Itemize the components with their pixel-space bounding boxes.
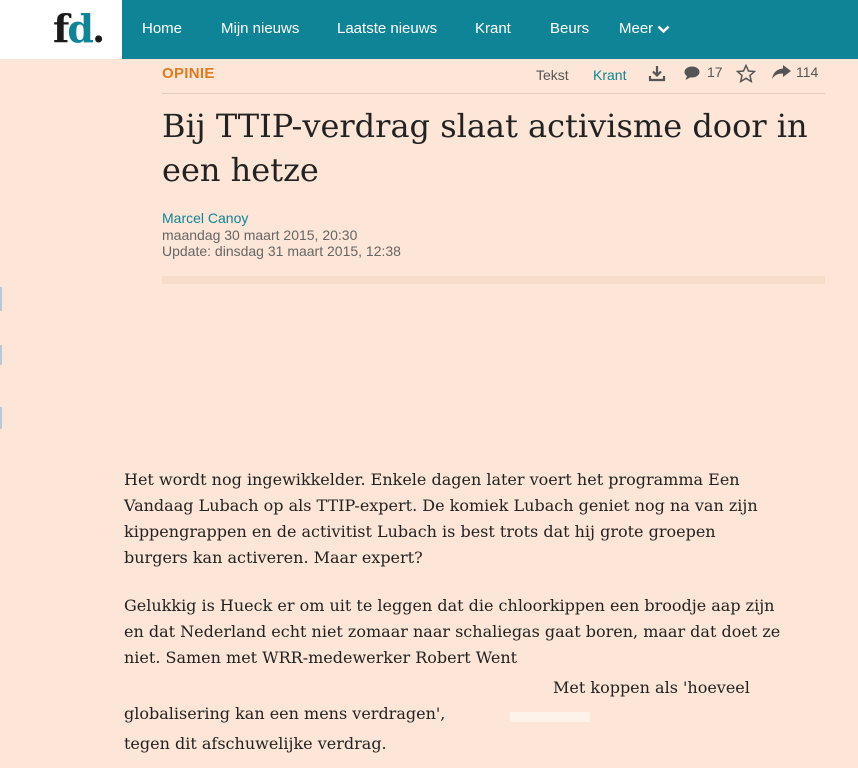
left-edge-marks xyxy=(0,287,2,437)
blank-area xyxy=(510,712,590,722)
toolbar-divider xyxy=(162,93,825,94)
update-date: Update: dinsdag 31 maart 2015, 12:38 xyxy=(162,243,401,259)
top-navigation-bar xyxy=(0,0,858,59)
logo-container[interactable] xyxy=(0,0,122,59)
nav-laatste-nieuws[interactable]: Laatste nieuws xyxy=(337,20,438,37)
nav-meer-label: Meer xyxy=(619,20,654,37)
article-text-fragment: Met koppen als 'hoeveel xyxy=(553,678,750,697)
nav-krant[interactable]: Krant xyxy=(475,20,511,37)
header-separator xyxy=(162,276,825,284)
article-paragraph: Het wordt nog ingewikkelder. Enkele dagen later voert het programma Een Vandaag Lubach op als TTIP-expert. De komiek Lubach geniet nog na van zijn kippengrappen en de activitist Lubach is best trots dat hij grote groepen burgers kan activeren. Maar expert? xyxy=(124,470,758,567)
article-title: Bij TTIP-verdrag slaat activisme door in een hetze xyxy=(162,107,808,189)
article-text-fragment: globalisering kan een mens verdragen', xyxy=(124,704,446,723)
publish-date: maandag 30 maart 2015, 20:30 xyxy=(162,227,358,243)
article-paragraph: Gelukkig is Hueck er om uit te leggen dat die chloorkippen een broodje aap zijn en dat Nederland echt niet zomaar naar schaliegas gaat boren, maar dat doet ze niet. Samen met WRR-medewerker Robert Went xyxy=(124,596,781,667)
article-text-fragment: tegen dit afschuwelijke verdrag. xyxy=(124,734,387,753)
comment-count[interactable]: 17 xyxy=(707,64,723,80)
star-icon[interactable] xyxy=(736,64,756,83)
chevron-down-icon xyxy=(657,25,670,34)
nav-mijn-nieuws[interactable]: Mijn nieuws xyxy=(221,20,300,37)
fd-logo[interactable]: fd. xyxy=(53,6,104,51)
nav-home[interactable]: Home xyxy=(142,20,183,37)
krant-view-link[interactable]: Krant xyxy=(593,67,627,83)
section-label[interactable]: OPINIE xyxy=(162,65,215,82)
share-icon[interactable] xyxy=(771,64,792,80)
download-icon[interactable] xyxy=(648,64,666,82)
nav-meer[interactable] xyxy=(619,19,670,39)
text-view-link[interactable]: Tekst xyxy=(536,67,569,83)
comment-icon[interactable] xyxy=(683,64,701,82)
nav-beurs[interactable]: Beurs xyxy=(550,20,590,37)
share-count[interactable]: 114 xyxy=(796,64,819,80)
author-link[interactable]: Marcel Canoy xyxy=(162,210,249,226)
